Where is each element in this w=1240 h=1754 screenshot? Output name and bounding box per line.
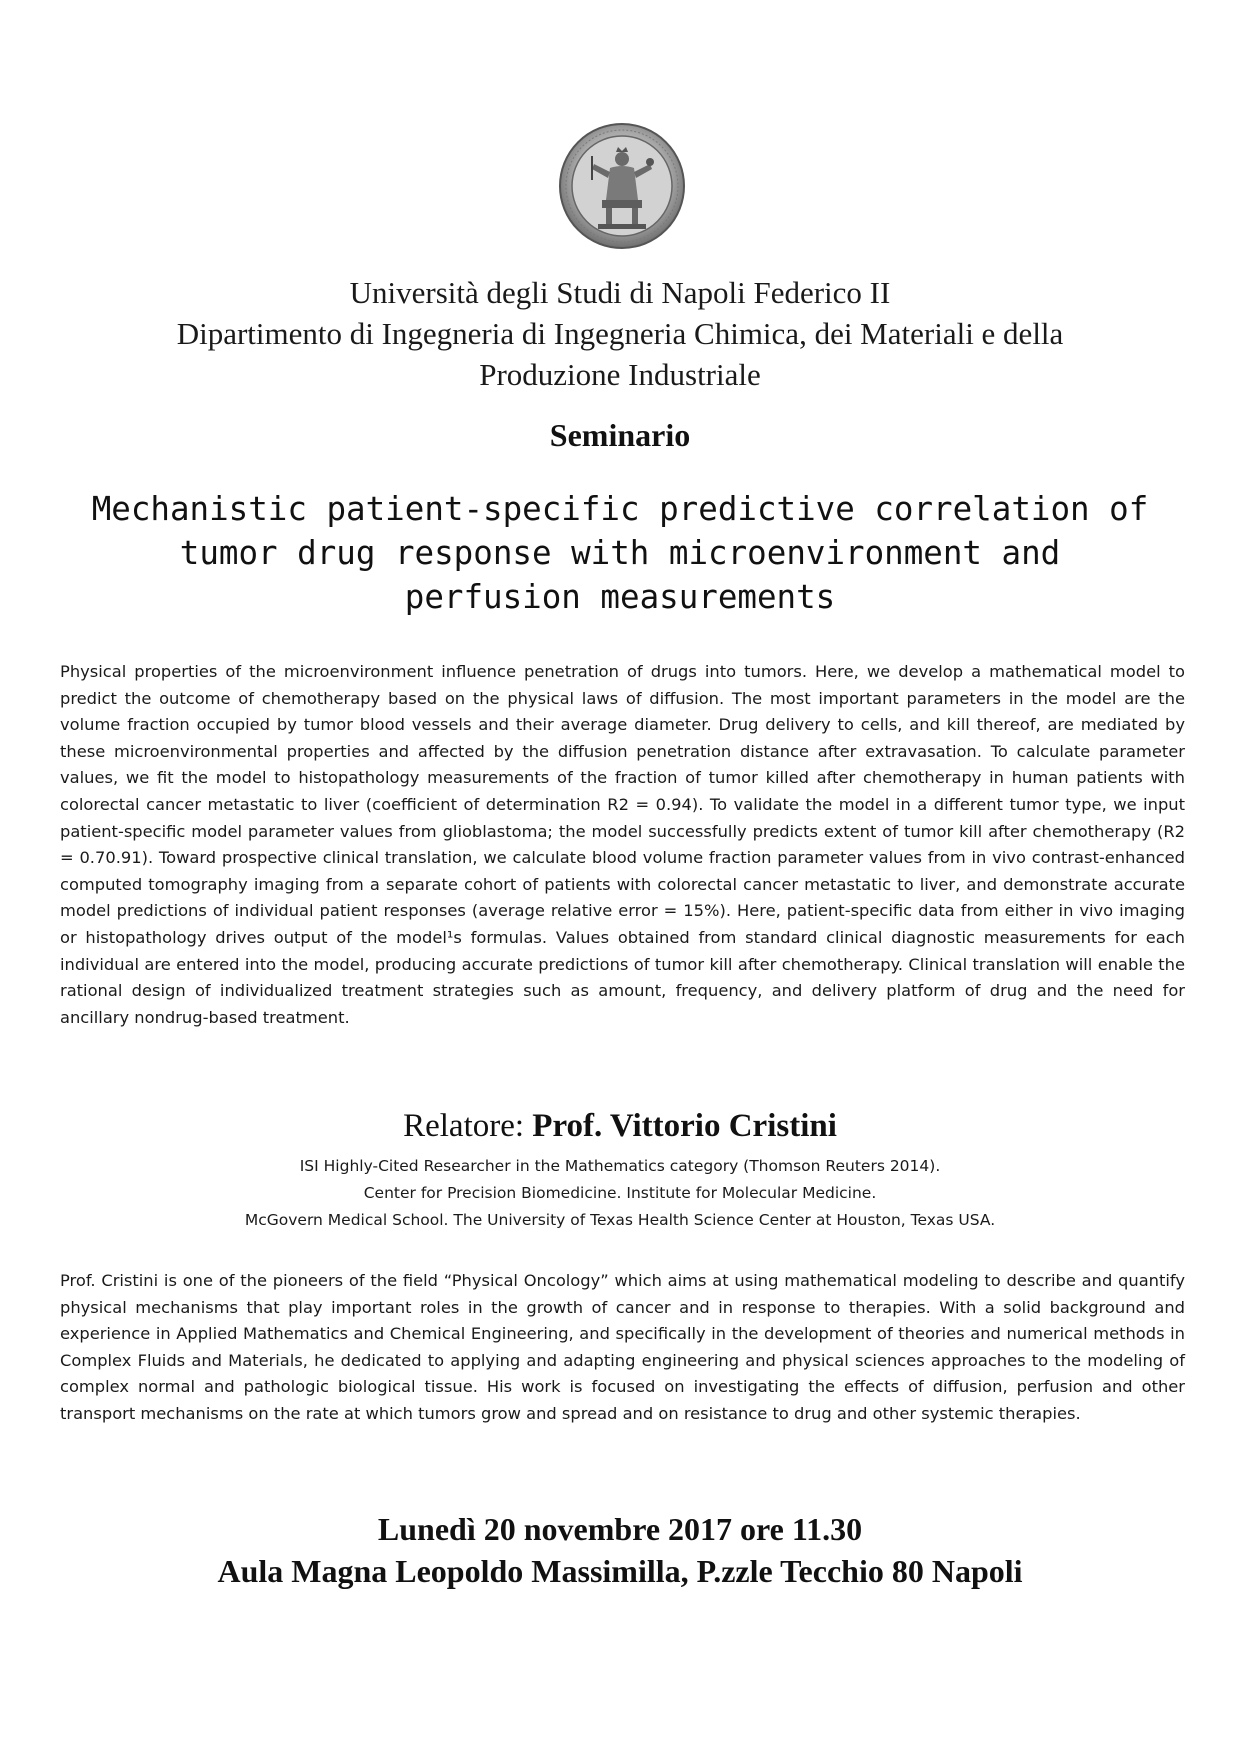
affiliation-line3: McGovern Medical School. The University of Texas Health Science Center at Houston, Texas USA.	[244, 1211, 996, 1229]
speaker-prefix: Relatore:	[403, 1108, 533, 1144]
speaker-name: Prof. Vittorio Cristini	[532, 1108, 837, 1144]
event-date-time: Lunedì 20 novembre 2017 ore 11.30	[377, 1511, 863, 1547]
abstract-paragraph: Physical properties of the microenvironment influence penetration of drugs into tumors. Here, we develop a mathematical model to predict the outcome of chemotherapy based on the physical laws of diffusion. The most important parameters in the model are the volume fraction occupied by tumor blood vessels and their average diameter. Drug delivery to cells, and kill thereof, are mediated by these microenvironmental properties and affected by the diffusion penetration distance after extravasation. To calculate parameter values, we fit the model to histopathology measurements of the fraction of tumor killed after chemotherapy in human patients with colorectal cancer metastatic to liver (coefficient of determination R2 = 0.94). To validate the model in a different tumor type, we input patient-specific model parameter values from glioblastoma; the model successfully predicts extent of tumor kill after chemotherapy (R2 = 0.70.91). Toward prospective clinical translation, we calculate blood volume fraction parameter values from in vivo contrast-enhanced computed tomography imaging from a separate cohort of patients with colorectal cancer metastatic to liver, and demonstrate accurate model predictions of individual patient responses (average relative error = 15%). Here, patient-specific data from either in vivo imaging or histopathology drives output of the model¹s formulas. Values obtained from standard clinical diagnostic measurements for each individual are entered into the model, producing accurate predictions of tumor kill after chemotherapy. Clinical translation will enable the rational design of individualized treatment strategies such as amount, frequency, and delivery platform of drug and the need for ancillary nondrug-based treatment.	[60, 662, 1185, 1027]
affiliation-line2: Center for Precision Biomedicine. Institute for Molecular Medicine.	[363, 1184, 877, 1202]
talk-title-line1: Mechanistic patient-specific predictive correlation of	[91, 490, 1149, 528]
department-name-line2: Produzione Industriale	[479, 357, 761, 392]
university-name: Università degli Studi di Napoli Federico II	[349, 275, 891, 310]
talk-title-line3: perfusion measurements	[404, 578, 836, 616]
speaker-affiliations	[0, 1153, 1240, 1234]
speaker-bio: Prof. Cristini is one of the pioneers of the field “Physical Oncology” which aims at using mathematical modeling to describe and quantify physical mechanisms that play important roles in the growth of cancer and in response to therapies. With a solid background and experience in Applied Mathematics and Chemical Engineering, and specifically in the development of theories and numerical methods in Complex Fluids and Materials, he dedicated to applying and adapting engineering and physical sciences approaches to the modeling of complex normal and pathologic biological tissue. His work is focused on investigating the effects of diffusion, perfusion and other transport mechanisms on the rate at which tumors grow and spread and on resistance to drug and other systemic therapies.	[60, 1271, 1185, 1423]
speaker-heading	[0, 1105, 1240, 1147]
university-seal-icon	[558, 122, 686, 250]
talk-title	[50, 487, 1190, 619]
seminar-label: Seminario	[549, 417, 691, 453]
talk-title-line2: tumor drug response with microenvironment and	[179, 534, 1061, 572]
affiliation-line1: ISI Highly-Cited Researcher in the Mathematics category (Thomson Reuters 2014).	[299, 1157, 941, 1175]
event-venue: Aula Magna Leopoldo Massimilla, P.zzle Tecchio 80 Napoli	[217, 1553, 1023, 1589]
department-name-line1: Dipartimento di Ingegneria di Ingegneria Chimica, dei Materiali e della	[176, 316, 1064, 351]
event-info	[0, 1508, 1240, 1592]
institution-header	[70, 272, 1170, 395]
